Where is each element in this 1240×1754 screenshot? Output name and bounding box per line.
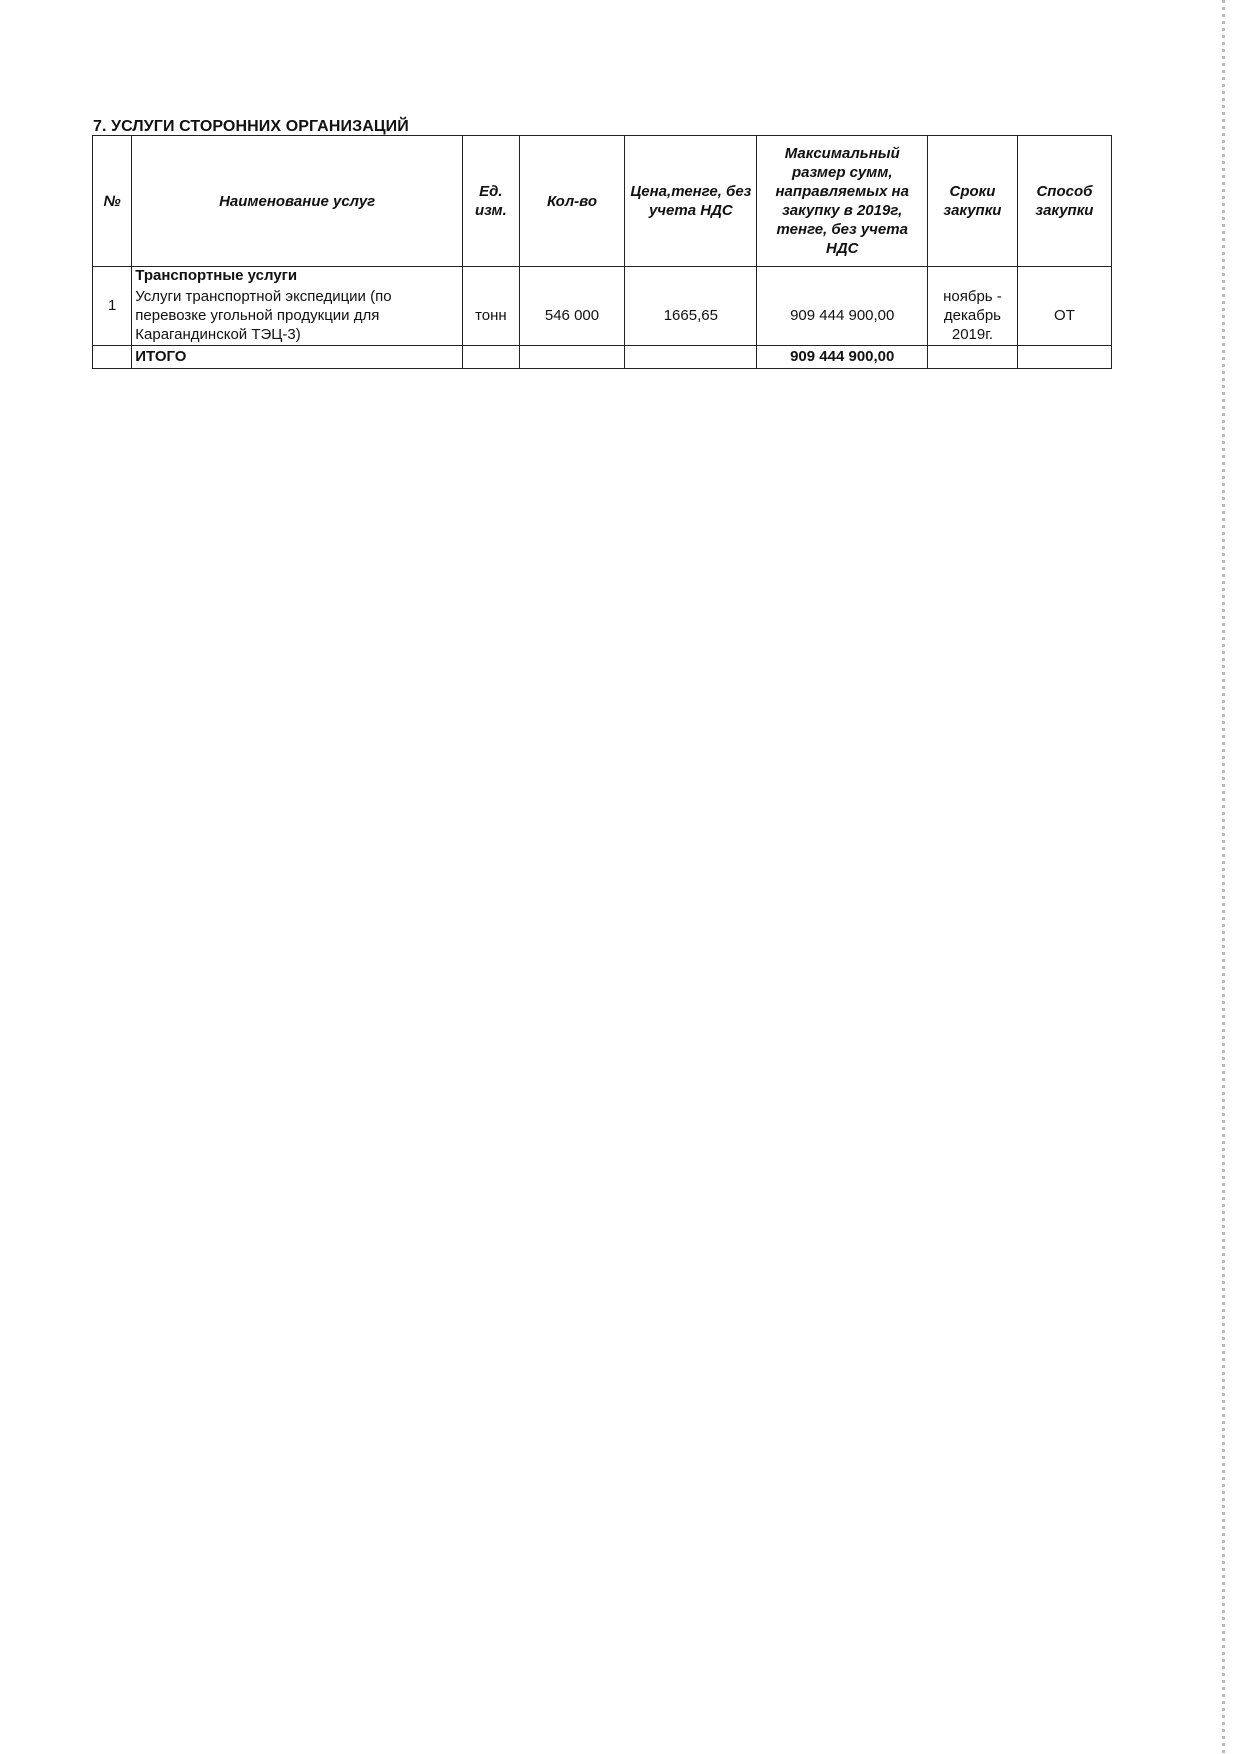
scan-edge-line — [1222, 0, 1225, 1754]
total-label: ИТОГО — [132, 346, 463, 369]
header-num: № — [93, 136, 132, 267]
header-max-sum: Максимальный размер сумм, направляемых на закупку в 2019г, тенге, без учета НДС — [757, 136, 928, 267]
service-name-cell: Услуги транспортной экспедиции (по перевозке угольной продукции для Карагандинской ТЭЦ-3) — [132, 285, 463, 346]
group-row — [93, 267, 1112, 286]
services-table — [92, 135, 1112, 369]
header-price: Цена,тенге, без учета НДС — [625, 136, 757, 267]
section-title: 7. УСЛУГИ СТОРОННИХ ОРГАНИЗАЦИЙ — [93, 118, 409, 135]
total-empty-cell — [462, 346, 519, 369]
group-empty-cell — [1017, 267, 1111, 286]
total-sum: 909 444 900,00 — [757, 346, 928, 369]
table-header-row — [93, 136, 1112, 267]
header-name: Наименование услуг — [132, 136, 463, 267]
total-empty-cell — [1017, 346, 1111, 369]
group-empty-cell — [757, 267, 928, 286]
total-empty-cell — [625, 346, 757, 369]
qty-cell: 546 000 — [519, 285, 624, 346]
table-row — [93, 285, 1112, 346]
price-cell: 1665,65 — [625, 285, 757, 346]
total-empty-cell — [519, 346, 624, 369]
group-empty-cell — [519, 267, 624, 286]
total-row — [93, 346, 1112, 369]
header-qty: Кол-во — [519, 136, 624, 267]
method-cell: ОТ — [1017, 285, 1111, 346]
total-empty-cell — [93, 346, 132, 369]
group-label: Транспортные услуги — [132, 267, 463, 286]
header-method: Способ закупки — [1017, 136, 1111, 267]
total-empty-cell — [928, 346, 1018, 369]
group-empty-cell — [462, 267, 519, 286]
group-empty-cell — [625, 267, 757, 286]
term-cell: ноябрь - декабрь 2019г. — [928, 285, 1018, 346]
row-num-cell: 1 — [93, 267, 132, 346]
header-unit: Ед. изм. — [462, 136, 519, 267]
unit-cell: тонн — [462, 285, 519, 346]
header-term: Сроки закупки — [928, 136, 1018, 267]
group-empty-cell — [928, 267, 1018, 286]
max-sum-cell: 909 444 900,00 — [757, 285, 928, 346]
